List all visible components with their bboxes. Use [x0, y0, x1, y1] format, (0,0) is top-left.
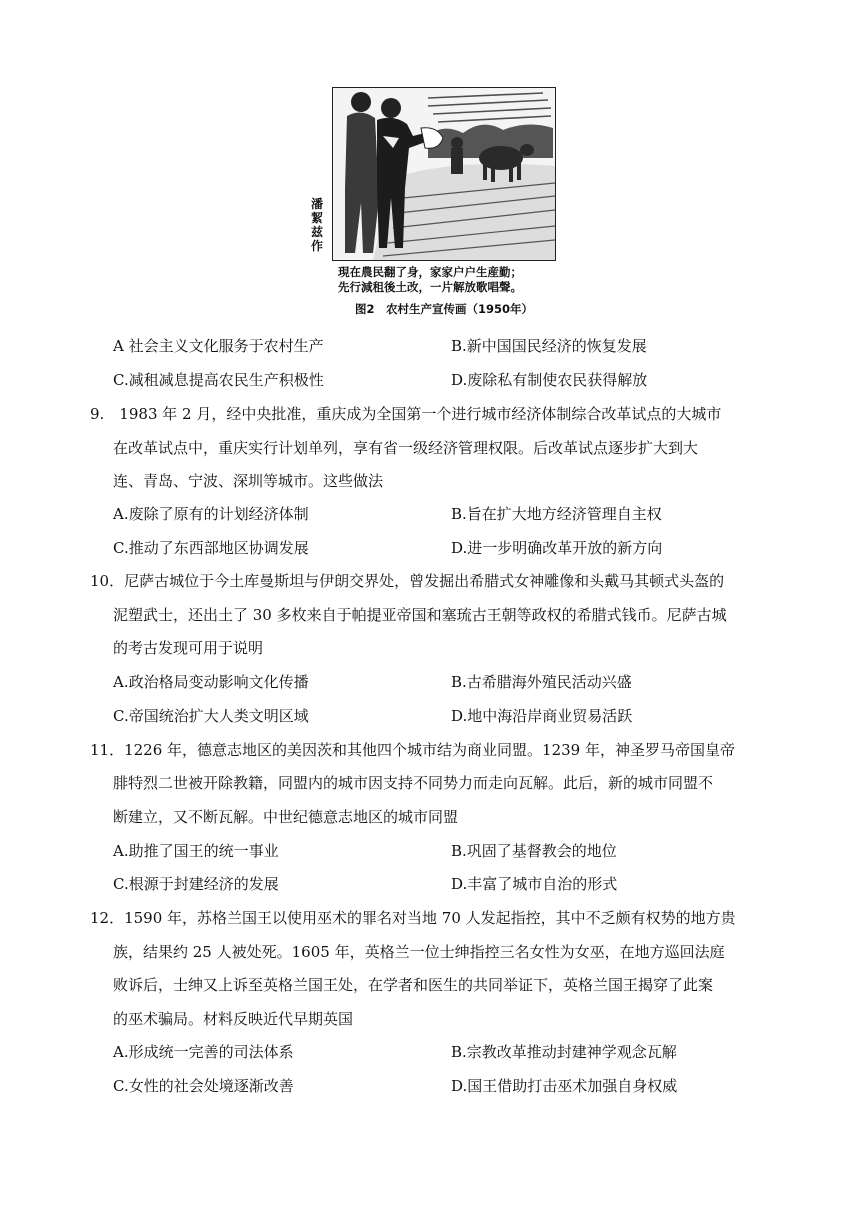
- q8-option-c[interactable]: C.减租减息提高农民生产积极性: [113, 371, 324, 389]
- q10-option-c[interactable]: C.帝国统治扩大人类文明区域: [113, 707, 309, 725]
- q9-option-b[interactable]: B.旨在扩大地方经济管理自主权: [451, 505, 662, 523]
- q12-option-b[interactable]: B.宗教改革推动封建神学观念瓦解: [451, 1043, 677, 1061]
- q8-option-a[interactable]: A 社会主义文化服务于农村生产: [113, 337, 324, 355]
- q10-option-d[interactable]: D.地中海沿岸商业贸易活跃: [451, 707, 633, 725]
- q8-option-d[interactable]: D.废除私有制使农民获得解放: [451, 371, 648, 389]
- q11-option-b[interactable]: B.巩固了基督教会的地位: [451, 842, 617, 860]
- q12-stem-line-1: 12．1590 年，苏格兰国王以使用巫术的罪名对当地 70 人发起指控，其中不乏颇有权势的地方贵: [90, 909, 736, 927]
- poem-line-2: 先行減租後土改，一片解放歌唱聲。: [338, 280, 522, 294]
- poem-line-1: 現在農民翻了身，家家户户生産勤；: [338, 265, 522, 279]
- q9-option-d[interactable]: D.进一步明确改革开放的新方向: [451, 539, 663, 557]
- poem-text: [338, 265, 568, 295]
- q11-option-a[interactable]: A.助推了国王的统一事业: [113, 842, 279, 860]
- q12-stem-line-4: 的巫术骗局。材料反映近代早期英国: [113, 1010, 354, 1028]
- q12-option-d[interactable]: D.国王借助打击巫术加强自身权威: [451, 1077, 678, 1095]
- figure-caption: 图2 农村生产宣传画（1950年）: [354, 302, 533, 316]
- q11-stem-line-3: 断建立，又不断瓦解。中世纪德意志地区的城市同盟: [113, 808, 459, 826]
- propaganda-illustration: [332, 87, 556, 261]
- q11-stem-line-2: 腓特烈二世被开除教籍，同盟内的城市因支持不同势力而走向瓦解。此后，新的城市同盟不: [113, 774, 714, 792]
- q11-option-c[interactable]: C.根源于封建经济的发展: [113, 875, 279, 893]
- q10-option-a[interactable]: A.政治格局变动影响文化传播: [113, 673, 309, 691]
- q9-option-c[interactable]: C.推动了东西部地区协调发展: [113, 539, 309, 557]
- q9-option-a[interactable]: A.废除了原有的计划经济体制: [113, 505, 309, 523]
- q10-option-b[interactable]: B.古希腊海外殖民活动兴盛: [451, 673, 632, 691]
- q9-stem-line-2: 在改革试点中，重庆实行计划单列，享有省一级经济管理权限。后改革试点逐步扩大到大: [113, 439, 699, 457]
- q10-stem-line-3: 的考古发现可用于说明: [113, 639, 264, 657]
- q9-stem-line-3: 连、青岛、宁波、深圳等城市。这些做法: [113, 472, 384, 490]
- q12-stem-line-2: 族，结果约 25 人被处死。1605 年，英格兰一位士绅指控三名女性为女巫，在地方巡回法庭: [113, 943, 725, 961]
- q10-stem-line-1: 10．尼萨古城位于今土库曼斯坦与伊朗交界处，曾发掘出希腊式女神雕像和头戴马其顿式头盔的: [90, 572, 725, 590]
- illustration-drawing: [333, 88, 555, 260]
- q12-option-c[interactable]: C.女性的社会处境逐渐改善: [113, 1077, 294, 1095]
- q10-stem-line-2: 泥塑武士，还出土了 30 多枚来自于帕提亚帝国和塞琉古王朝等政权的希腊式钱币。尼萨古城: [113, 606, 727, 624]
- q12-option-a[interactable]: A.形成统一完善的司法体系: [113, 1043, 294, 1061]
- artist-signature: 潘絜兹作: [310, 197, 323, 253]
- q12-stem-line-3: 败诉后，士绅又上诉至英格兰国王处，在学者和医生的共同举证下，英格兰国王揭穿了此案: [113, 976, 714, 994]
- q8-option-b[interactable]: B.新中国国民经济的恢复发展: [451, 337, 647, 355]
- q11-option-d[interactable]: D.丰富了城市自治的形式: [451, 875, 618, 893]
- q9-stem-line-1: 9. 1983 年 2 月，经中央批准，重庆成为全国第一个进行城市经济体制综合改革试点的大城市: [90, 405, 722, 423]
- q11-stem-line-1: 11．1226 年，德意志地区的美因茨和其他四个城市结为商业同盟。1239 年，神圣罗马帝国皇帝: [90, 741, 735, 759]
